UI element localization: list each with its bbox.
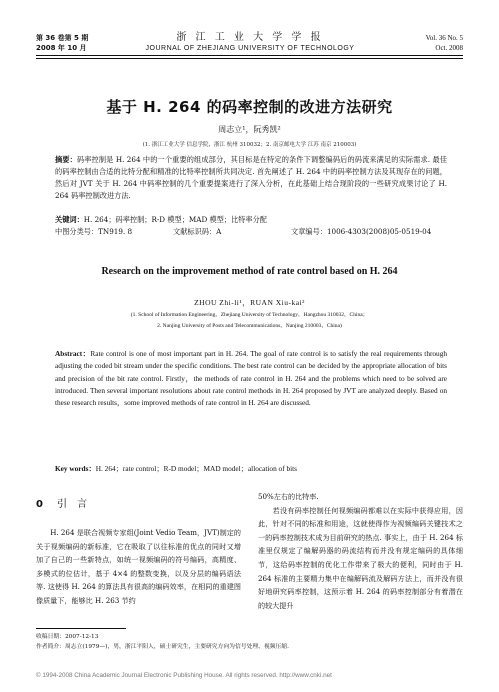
affiliation-en	[36, 310, 463, 332]
keywords-cn-label: 关键词：	[55, 215, 84, 224]
abstract-cn-text: 码率控制是 H. 264 中的一个重要的组成部分，其目标是在特定的条件下调整编码后的码流来满足的实际需求. 最佳的码率控制由合适的比特分配和精准的比特率控制所共同决定. 首先阐述了 H. 264 中的码率控制方法及其现存在的问题，然后对 JVT 关于 H. 264 中码率控制的几个重要提案进行了深入分析，在此基础上结合现阶段的一些研究成果讨论了 H. 264 码率控制改进方法.	[55, 155, 447, 200]
authors-cn: 周志立¹，阮秀凯²	[218, 125, 281, 134]
header-rule-thick	[36, 55, 463, 56]
footnote-received-date: 收稿日期：2007-12-13	[36, 634, 99, 640]
keywords-en	[55, 463, 447, 475]
header-rule-thin	[36, 58, 463, 59]
header-date-en: Oct. 2008	[435, 44, 463, 52]
body-paragraph-left: H. 264 是联合视频专家组(Joint Vedio Team，JVT)制定的关于视频编码的新标准，它在吸取了以往标准的优点的同时又增加了自己的一些新特点，如统一视频编码的符号编码，高精度、多模式的位估计，基于 4×4 的整数变换，以及分层的编码语法等. 这使得 H. 264 的算法具有很高的编码效率，在相同的重建图像质量下，能够比 H. 263 节约	[36, 528, 241, 605]
header-issue-info	[426, 33, 463, 53]
journal-name-en: JOURNAL OF ZHEJIANG UNIVERSITY OF TECHNOLOGY	[145, 45, 355, 52]
abstract-en-text: Rate control is one of most important part in H. 264. The goal of rate control is to satisfy the real requirements through adjusting the coded bit stream under the specific conditions. The best rate control can be decided by the appropriate allocation of bits and precision of the bit rate control. Firstly，the methods of rate control in H. 264 and the problems which need to be solved are introduced. Then several important resolutions about rate control methods in H. 264 proposed by JVT are analyzed deeply. Based on these research results，some improved methods of rate control in H. 264 are discussed.	[55, 349, 448, 408]
paper-title-en: Research on the improvement method of rate control based on H. 264	[101, 266, 398, 277]
affiliation-en-line-1: (1. School of Information Engineering，Zhejiang University of Technology，Hangzhou 310032，China；	[130, 312, 369, 318]
body-column-left	[36, 526, 241, 608]
keywords-cn-text: H. 264；码率控制；R-D 模型；MAD 模型；比特率分配	[83, 215, 267, 224]
footnotes	[36, 632, 466, 652]
header-volume: 第 36 卷第 5 期	[36, 34, 89, 42]
document-code: 文献标识码：A	[173, 227, 222, 236]
copyright-footer: © 1994-2008 China Academic Journal Electronic Publishing House. All rights reserved. http://www.cnki.net	[36, 672, 332, 679]
clc-number: 中图分类号：TN919. 8	[55, 227, 133, 236]
keywords-cn	[55, 214, 447, 226]
affiliation-cn: (1. 浙江工业大学 信息学院，浙江 杭州 310032；2. 南京邮电大学 江苏 南京 210003)	[142, 142, 357, 148]
article-number: 文章编号：1006-4303(2008)05-0519-04	[291, 227, 432, 236]
affiliation-en-line-2: 2. Nanjing University of Posts and Telecommunications，Nanjing 210003，China)	[157, 323, 342, 329]
section-title: 引言	[56, 499, 97, 510]
header-vol-no: Vol. 36 No. 5	[425, 34, 463, 42]
abstract-cn-label: 摘要：	[55, 155, 77, 164]
keywords-en-label: Key words：	[55, 464, 96, 473]
section-number: 0	[36, 499, 43, 510]
body-paragraph-right: 50%左右的比特率. 若没有码率控制任何视频编码都难以在实际中获得应用，因此，针对不同的标准和用途，这就使得作为视频编码关键技术之一的码率控制技术成为目前研究的热点. 事实上，由于 H. 264 标准里仅规定了编解码器的码流结构而并没有规定编码的具体细节，这给码率控制的优化工作带来了极大的便利，同时由于 H. 264 标准的主要精力集中在编解码流及解码方法上，而并没有很好地研究码率控制，这预示着 H. 264 的码率控制部分有着潜在的较大提升	[258, 492, 463, 610]
journal-name-cn: 浙 江 工 业 大 学 学 报	[176, 32, 324, 43]
classification-line	[55, 226, 447, 238]
section-heading	[36, 495, 97, 510]
keywords-en-text: H. 264；rate control；R-D model；MAD model；allocation of bits	[95, 464, 297, 473]
header-volume-info	[36, 33, 88, 53]
authors-en: ZHOU Zhi-li¹，RUAN Xiu-kai²	[194, 298, 305, 307]
journal-header	[130, 28, 370, 52]
header-date-cn: 2008 年 10 月	[36, 44, 87, 52]
body-column-right	[258, 490, 463, 612]
footnote-author-bio: 作者简介：周志立(1979—)，男，浙江平阳人，硕士研究生，主要研究方向为信号处理、视频压缩.	[36, 644, 289, 650]
paper-title-cn: 基于 H. 264 的码率控制的改进方法研究	[106, 98, 393, 116]
abstract-en-label: Abstract：	[55, 349, 91, 358]
abstract-en	[55, 348, 447, 409]
abstract-cn	[55, 154, 447, 202]
footnote-rule	[36, 628, 126, 629]
